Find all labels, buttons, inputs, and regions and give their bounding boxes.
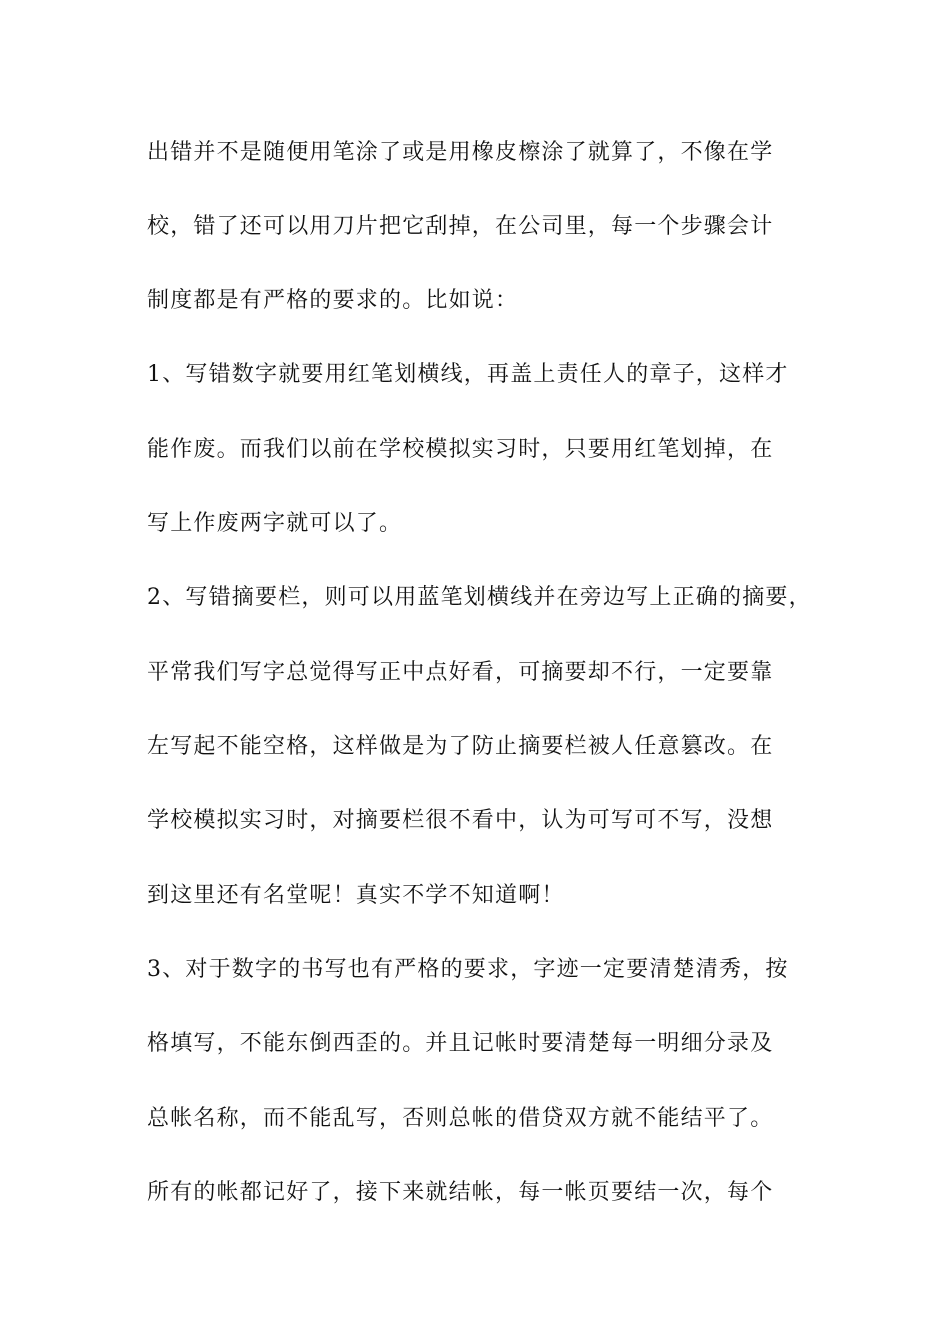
text-line: 左写起不能空格，这样做是为了防止摘要栏被人任意篡改。在 <box>147 734 774 759</box>
text-line: 能作废。而我们以前在学校模拟实习时，只要用红笔划掉，在 <box>147 437 774 462</box>
text-line: 到这里还有名堂呢！真实不学不知道啊！ <box>147 883 565 908</box>
text-line: 学校模拟实习时，对摘要栏很不看中，认为可写可不写，没想 <box>147 808 774 833</box>
text-line: 1、写错数字就要用红笔划横线，再盖上责任人的章子，这样才 <box>147 362 789 387</box>
text-line: 所有的帐都记好了，接下来就结帐，每一帐页要结一次，每个 <box>147 1180 774 1205</box>
text-line: 写上作废两字就可以了。 <box>147 511 403 536</box>
text-line: 3、对于数字的书写也有严格的要求，字迹一定要清楚清秀，按 <box>147 957 789 982</box>
text-line: 制度都是有严格的要求的。比如说： <box>147 288 519 313</box>
text-line: 出错并不是随便用笔涂了或是用橡皮檫涂了就算了，不像在学 <box>147 140 774 165</box>
text-line: 校，错了还可以用刀片把它刮掉，在公司里，每一个步骤会计 <box>147 214 774 239</box>
text-line: 格填写，不能东倒西歪的。并且记帐时要清楚每一明细分录及 <box>147 1031 774 1056</box>
text-line: 总帐名称，而不能乱写，否则总帐的借贷双方就不能结平了。 <box>147 1106 774 1131</box>
text-line: 平常我们写字总觉得写正中点好看，可摘要却不行，一定要靠 <box>147 660 774 685</box>
text-line: 2、写错摘要栏，则可以用蓝笔划横线并在旁边写上正确的摘要， <box>147 585 812 610</box>
